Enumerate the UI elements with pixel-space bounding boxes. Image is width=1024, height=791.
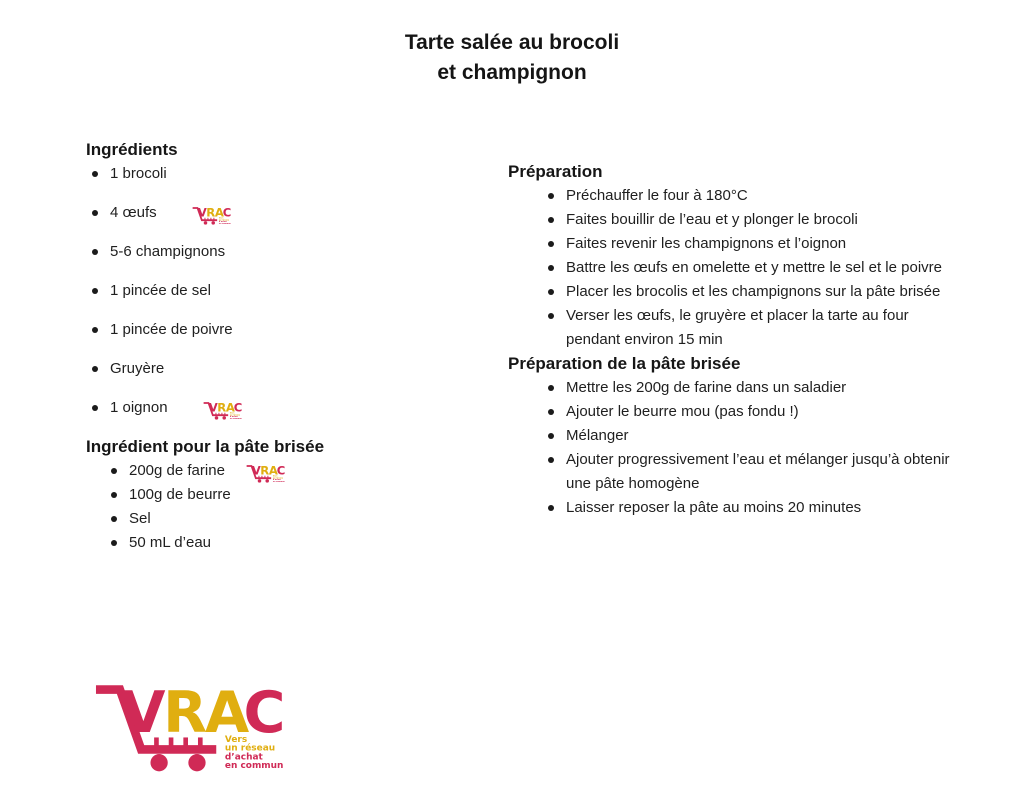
bullet-icon xyxy=(548,313,554,319)
list-item xyxy=(508,280,968,304)
ingredient-text: 5-6 champignons xyxy=(110,243,226,260)
ingredient-text: 4 œufs xyxy=(110,204,157,221)
step-text: Préchauffer le four à 180°C xyxy=(566,187,748,204)
vrac-mini-logo xyxy=(202,399,244,420)
dough-ingredients-heading: Ingrédient pour la pâte brisée xyxy=(86,437,325,456)
dough-preparation-heading: Préparation de la pâte brisée xyxy=(508,354,741,373)
list-item xyxy=(86,240,446,264)
preparation-heading: Préparation xyxy=(508,162,603,181)
ingredients-column xyxy=(86,138,446,555)
dough-ingredients-list xyxy=(86,459,446,555)
vrac-mini-logo xyxy=(191,204,233,225)
list-item xyxy=(86,396,446,420)
list-item xyxy=(86,318,446,342)
list-item xyxy=(86,459,446,483)
list-item xyxy=(508,400,968,424)
step-text: Faites revenir les champignons et l’oignon xyxy=(566,235,847,252)
step-text: Battre les œufs en omelette et y mettre le sel et le poivre xyxy=(566,259,942,276)
page-title xyxy=(0,28,1024,88)
bullet-icon xyxy=(92,327,98,333)
ingredient-text: 1 brocoli xyxy=(110,165,167,182)
ingredients-list xyxy=(86,162,446,420)
bullet-icon xyxy=(111,492,117,498)
list-item xyxy=(86,483,446,507)
step-text: Ajouter le beurre mou (pas fondu !) xyxy=(566,403,799,420)
step-text: Ajouter progressivement l’eau et mélanger jusqu’à obtenir une pâte homogène xyxy=(566,451,950,492)
list-item xyxy=(86,357,446,381)
preparation-column xyxy=(508,160,968,520)
bullet-icon xyxy=(548,457,554,463)
step-text: Laisser reposer la pâte au moins 20 minutes xyxy=(566,499,862,516)
ingredient-text: Sel xyxy=(129,510,151,527)
vrac-cart-logo xyxy=(88,671,294,772)
list-item xyxy=(86,507,446,531)
ingredient-text: 200g de farine xyxy=(129,462,225,479)
list-item xyxy=(508,232,968,256)
ingredient-text: 50 mL d’eau xyxy=(129,534,212,551)
bullet-icon xyxy=(548,409,554,415)
bullet-icon xyxy=(548,505,554,511)
step-text: Mélanger xyxy=(566,427,629,444)
bullet-icon xyxy=(111,468,117,474)
ingredient-text: 100g de beurre xyxy=(129,486,231,503)
ingredient-text: 1 oignon xyxy=(110,399,168,416)
list-item xyxy=(508,304,968,352)
ingredient-text: Gruyère xyxy=(110,360,165,377)
bullet-icon xyxy=(111,540,117,546)
bullet-icon xyxy=(92,210,98,216)
step-text: Verser les œufs, le gruyère et placer la tarte au four pendant environ 15 min xyxy=(566,307,909,348)
list-item xyxy=(86,531,446,555)
page-title-line2: et champignon xyxy=(437,61,587,84)
bullet-icon xyxy=(548,433,554,439)
bullet-icon xyxy=(548,217,554,223)
vrac-mini-logo xyxy=(245,462,287,483)
bullet-icon xyxy=(548,241,554,247)
ingredients-heading: Ingrédients xyxy=(86,140,178,159)
bullet-icon xyxy=(92,288,98,294)
step-text: Placer les brocolis et les champignons sur la pâte brisée xyxy=(566,283,941,300)
bullet-icon xyxy=(92,366,98,372)
list-item xyxy=(86,201,446,225)
preparation-steps-list xyxy=(508,184,968,352)
bullet-icon xyxy=(548,385,554,391)
list-item xyxy=(508,256,968,280)
list-item xyxy=(508,424,968,448)
bullet-icon xyxy=(548,289,554,295)
step-text: Faites bouillir de l’eau et y plonger le brocoli xyxy=(566,211,858,228)
vrac-logo xyxy=(88,671,294,777)
dough-preparation-steps-list xyxy=(508,376,968,520)
bullet-icon xyxy=(548,193,554,199)
page-title-line1: Tarte salée au brocoli xyxy=(404,31,620,54)
step-text: Mettre les 200g de farine dans un saladier xyxy=(566,379,847,396)
list-item xyxy=(508,184,968,208)
list-item xyxy=(508,376,968,400)
ingredient-text: 1 pincée de poivre xyxy=(110,321,233,338)
bullet-icon xyxy=(92,405,98,411)
list-item xyxy=(86,279,446,303)
list-item xyxy=(86,162,446,186)
bullet-icon xyxy=(92,171,98,177)
bullet-icon xyxy=(548,265,554,271)
bullet-icon xyxy=(92,249,98,255)
list-item xyxy=(508,496,968,520)
bullet-icon xyxy=(111,516,117,522)
list-item xyxy=(508,208,968,232)
list-item xyxy=(508,448,968,496)
ingredient-text: 1 pincée de sel xyxy=(110,282,211,299)
